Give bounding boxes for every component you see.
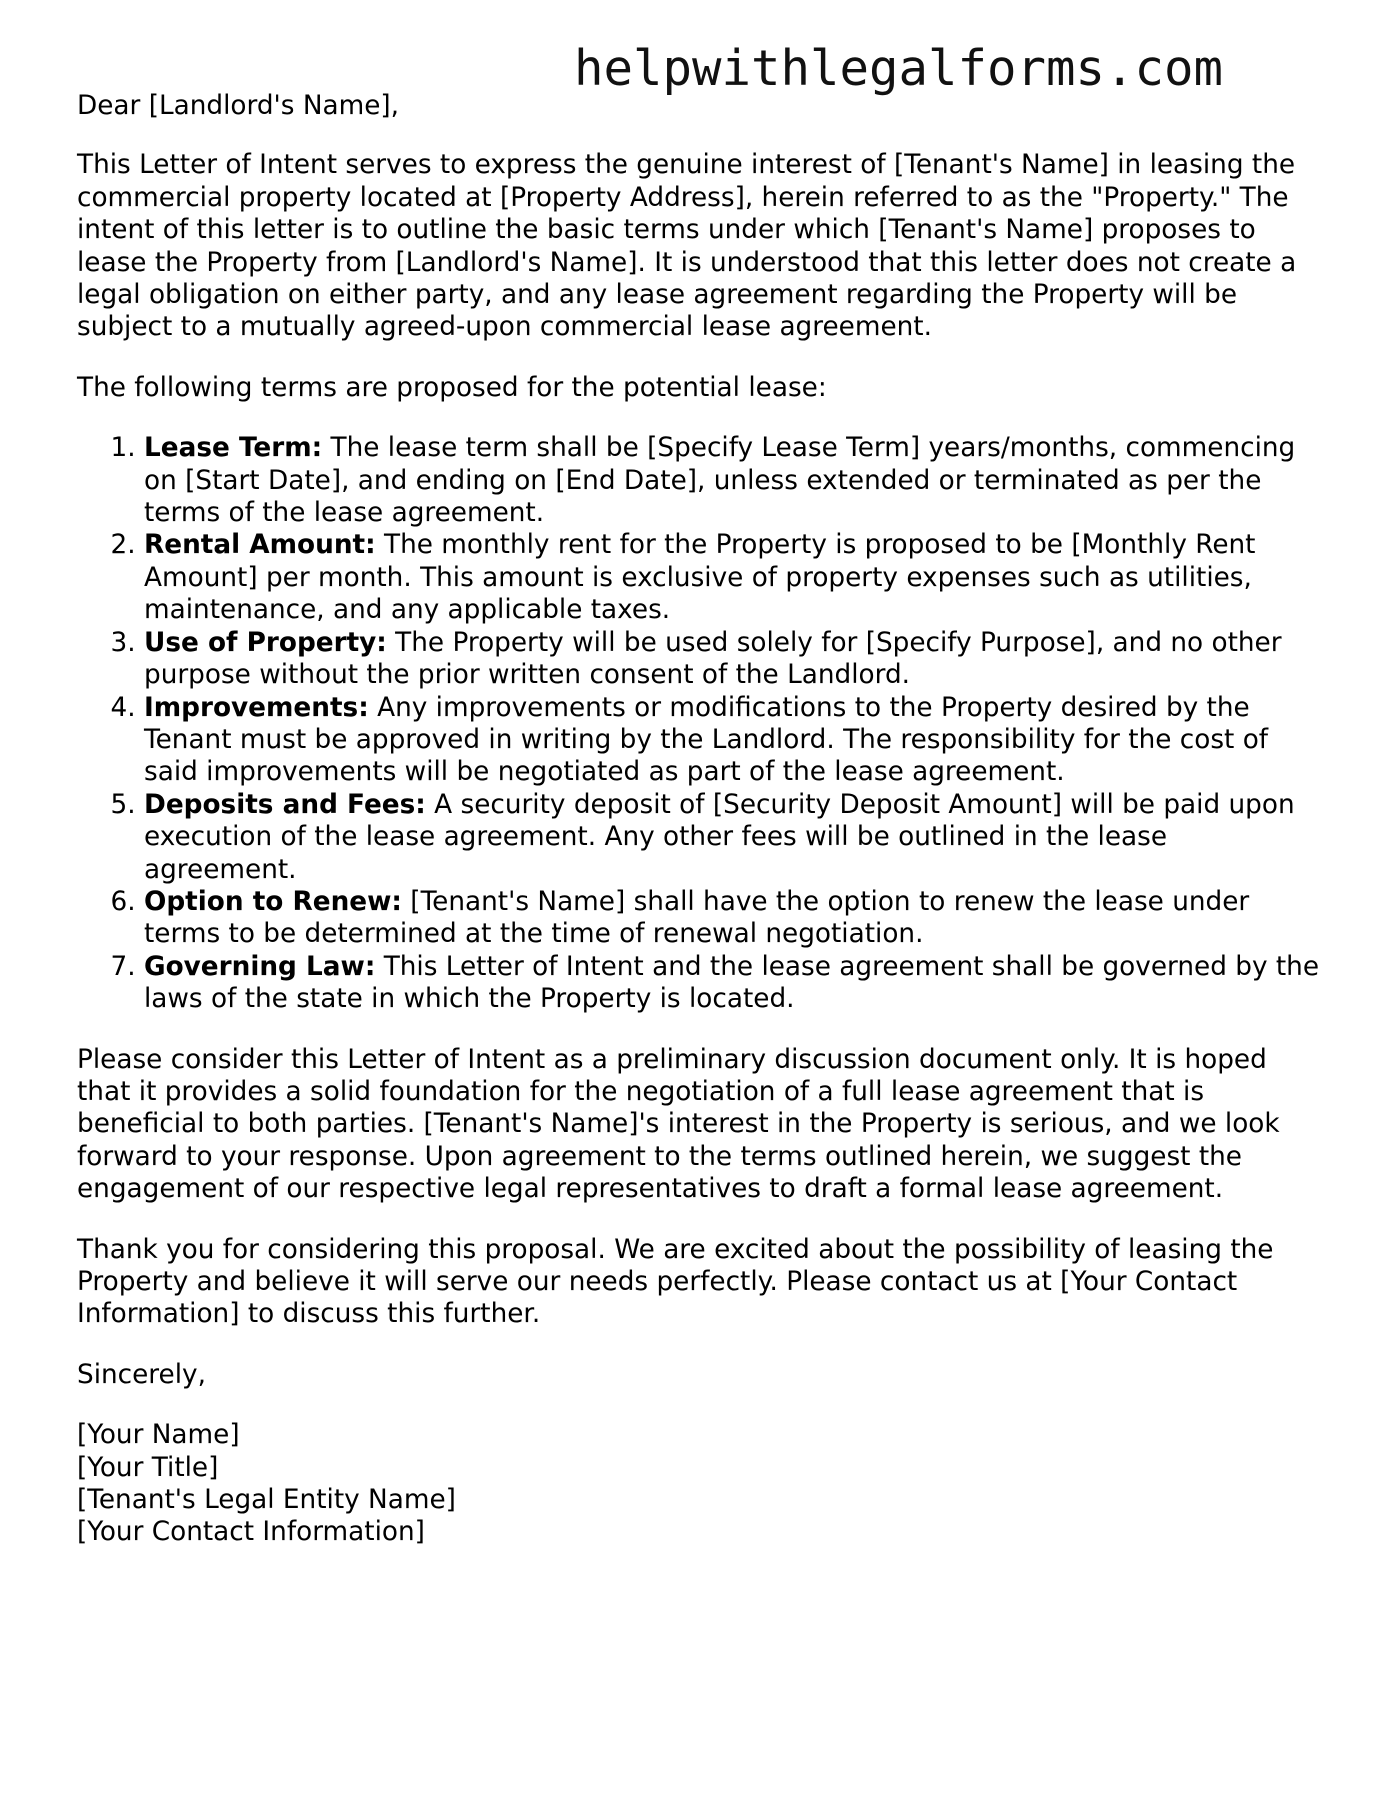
list-item [144, 627, 1327, 692]
term-title: Governing Law: [144, 951, 376, 982]
term-title: Rental Amount: [144, 530, 376, 561]
signature-title: [Your Title] [77, 1452, 219, 1483]
list-item [144, 951, 1327, 1016]
salutation: Dear [Landlord's Name], [77, 91, 400, 121]
term-text: The Property will be used solely for [Specify Purpose], and no other purpose without the prior written consent of the Landlord. [144, 627, 1282, 691]
term-title: Lease Term: [144, 433, 323, 464]
term-text: This Letter of Intent and the lease agreement shall be governed by the laws of the state in which the Property is located. [144, 951, 1320, 1015]
letter-body [77, 90, 1327, 1549]
term-text: Any improvements or modifications to the Property desired by the Tenant must be approved in writing by the Landlord. The responsibility for the cost of said improvements will be negotiated as part of the lease agreement. [144, 692, 1269, 788]
list-item [144, 789, 1327, 886]
list-item [144, 432, 1327, 529]
list-item [144, 886, 1327, 951]
term-title: Deposits and Fees: [144, 789, 426, 820]
term-text: A security deposit of [Security Deposit Amount] will be paid upon execution of the lease agreement. Any other fees will be outlined in the lease agreement. [144, 789, 1295, 885]
consideration-paragraph: Please consider this Letter of Intent as a preliminary discussion document only. It is hoped that it provides a solid foundation for the negotiation of a full lease agreement that is beneficial to both parties. [Tenant's Name]'s interest in the Property is serious, and we look forward to your response. Upon agreement to the terms outlined herein, we suggest the engagement of our respective legal representatives to draft a formal lease agreement. [77, 1044, 1280, 1205]
signature-block [77, 1419, 1327, 1549]
list-item [144, 692, 1327, 789]
list-item [144, 529, 1327, 626]
term-title: Use of Property: [144, 627, 387, 658]
signature-contact: [Your Contact Information] [77, 1517, 425, 1548]
closing: Sincerely, [77, 1359, 206, 1390]
intro-paragraph: This Letter of Intent serves to express the genuine interest of [Tenant's Name] in leasing the commercial property located at [Property Address], herein referred to as the "Property." The intent of this letter is to outline the basic terms under which [Tenant's Name] proposes to lease the Property from [Landlord's Name]. It is understood that this letter does not create a legal obligation on either party, and any lease agreement regarding the Property will be subject to a mutually agreed-upon commercial lease agreement. [77, 150, 1297, 343]
terms-intro: The following terms are proposed for the potential lease: [77, 372, 827, 403]
term-text: The lease term shall be [Specify Lease Term] years/months, commencing on [Start Date], and ending on [End Date], unless extended or terminated as per the terms of the lease agreement. [144, 433, 1296, 529]
term-text: [Tenant's Name] shall have the option to renew the lease under terms to be determined at the time of renewal negotiation. [144, 886, 1250, 950]
signature-entity: [Tenant's Legal Entity Name] [77, 1485, 456, 1516]
term-text: The monthly rent for the Property is proposed to be [Monthly Rent Amount] per month. This amount is exclusive of property expenses such as utilities, maintenance, and any applicable taxes. [144, 530, 1256, 626]
terms-list [77, 432, 1327, 1015]
term-title: Improvements: [144, 692, 369, 723]
term-title: Option to Renew: [144, 886, 402, 917]
watermark: helpwithlegalforms.com [574, 40, 1224, 97]
thanks-paragraph: Thank you for considering this proposal. We are excited about the possibility of leasing the Property and believe it will serve our needs perfectly. Please contact us at [Your Contact Information] to discuss this further. [77, 1234, 1274, 1330]
signature-name: [Your Name] [77, 1420, 240, 1451]
